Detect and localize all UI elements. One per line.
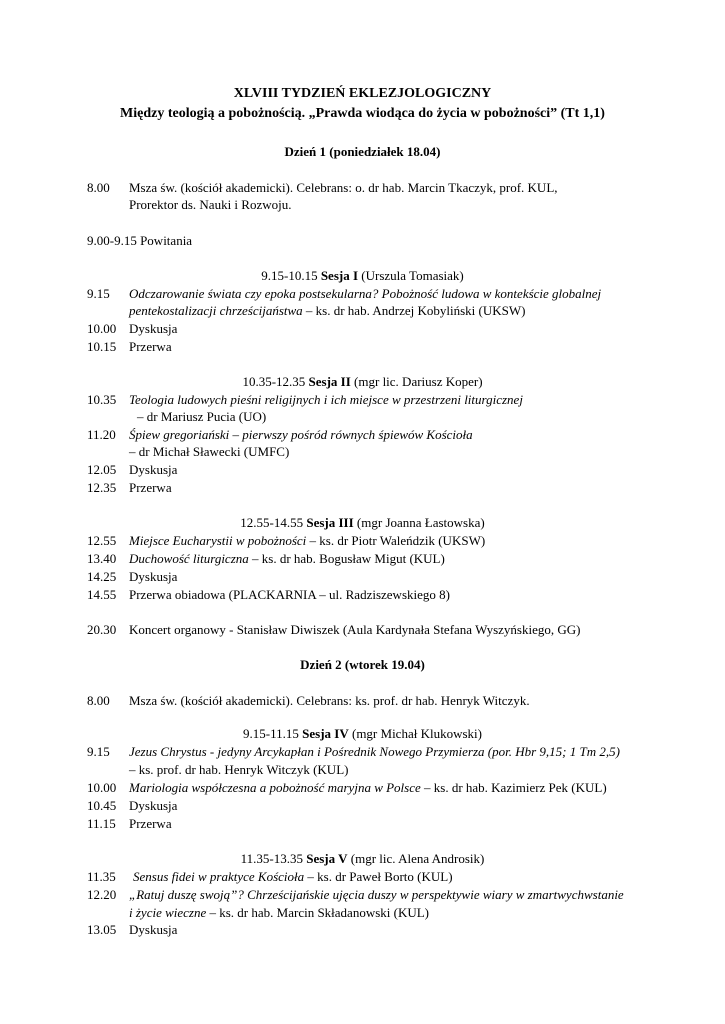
lecture-title: Jezus Chrystus - jedyny Arcykapłan i Pośrednik Nowego Przymierza (por. Hbr 9,15; 1 Tm 2,5) (129, 744, 620, 759)
discussion: Dyskusja (129, 462, 178, 477)
time: 12.20 (87, 887, 117, 902)
day1-heading: Dzień 1 (poniedziałek 18.04) (284, 144, 441, 159)
time: 9.15 (87, 286, 110, 301)
time: 11.20 (87, 427, 116, 442)
time: 13.05 (87, 922, 117, 937)
lecture-title: Śpiew gregoriański – pierwszy pośród równych śpiewów Kościoła (129, 427, 473, 442)
lunch-break: Przerwa obiadowa (PLACKARNIA – ul. Radziszewskiego 8) (129, 587, 450, 602)
welcome-line: 9.00-9.15 Powitania (87, 233, 193, 248)
time: 14.55 (87, 587, 117, 602)
mass-text: Msza św. (kościół akademicki). Celebrans: ks. prof. dr hab. Henryk Witczyk. (129, 693, 530, 708)
time: 11.35 (87, 869, 116, 884)
session-heading: 11.35-13.35 Sesja V (mgr lic. Alena Androsik) (240, 851, 485, 866)
day2-heading: Dzień 2 (wtorek 19.04) (300, 657, 425, 672)
time: 12.05 (87, 462, 117, 477)
lecture-title-cont: pentekostalizacji chrześcijaństwa – ks. dr hab. Andrzej Kobyliński (UKSW) (129, 303, 526, 318)
document-title: XLVIII TYDZIEŃ EKLEZJOLOGICZNY (233, 86, 492, 101)
time: 12.55 (87, 533, 117, 548)
lecture-title: „Ratuj duszę swoją”? Chrześcijańskie ujęcia duszy w perspektywie wiary w zmartwychwstanie (129, 887, 624, 902)
lecture-title: Teologia ludowych pieśni religijnych i ich miejsce w przestrzeni liturgicznej (129, 392, 523, 407)
time: 10.00 (87, 780, 117, 795)
document-subtitle: Między teologią a pobożnością. „Prawda wiodąca do życia w pobożności” (Tt 1,1) (120, 106, 605, 121)
break: Przerwa (129, 816, 172, 831)
discussion: Dyskusja (129, 922, 178, 937)
lecture-title: Miejsce Eucharystii w pobożności – ks. dr Piotr Waleńdzik (UKSW) (129, 533, 486, 548)
time: 10.45 (87, 798, 117, 813)
time: 20.30 (87, 622, 117, 637)
lecture-title-cont: i życie wieczne – ks. dr hab. Marcin Składanowski (KUL) (129, 905, 430, 920)
time: 13.40 (87, 551, 117, 566)
discussion: Dyskusja (129, 569, 178, 584)
lecture-title: Odczarowanie świata czy epoka postsekularna? Pobożność ludowa w kontekście globalnej (129, 286, 602, 301)
mass-text: Msza św. (kościół akademicki). Celebrans: o. dr hab. Marcin Tkaczyk, prof. KUL, (129, 180, 558, 195)
time: 9.15 (87, 744, 110, 759)
mass-text-cont: Prorektor ds. Nauki i Rozwoju. (129, 197, 292, 212)
discussion: Dyskusja (129, 798, 178, 813)
lecture-title: Duchowość liturgiczna – ks. dr hab. Bogusław Migut (KUL) (129, 551, 445, 566)
time: 8.00 (87, 693, 110, 708)
time: 12.35 (87, 480, 117, 495)
lecture-title: Mariologia współczesna a pobożność maryjna w Polsce – ks. dr hab. Kazimierz Pek (KUL) (129, 780, 607, 795)
session-heading: 12.55-14.55 Sesja III (mgr Joanna Łastowska) (240, 515, 485, 530)
discussion: Dyskusja (129, 321, 178, 336)
time: 10.35 (87, 392, 117, 407)
session-heading: 10.35-12.35 Sesja II (mgr lic. Dariusz Koper) (242, 374, 483, 389)
session-heading: 9.15-11.15 Sesja IV (mgr Michał Klukowski) (243, 726, 482, 741)
lecture-speaker: – dr Mariusz Pucia (UO) (137, 409, 267, 424)
lecture-title: Sensus fidei w praktyce Kościoła – ks. dr Paweł Borto (KUL) (133, 869, 453, 884)
time: 14.25 (87, 569, 117, 584)
time: 11.15 (87, 816, 116, 831)
lecture-speaker: – dr Michał Sławecki (UMFC) (129, 444, 290, 459)
lecture-speaker: – ks. prof. dr hab. Henryk Witczyk (KUL) (129, 762, 349, 777)
break: Przerwa (129, 339, 172, 354)
time: 10.00 (87, 321, 117, 336)
time: 10.15 (87, 339, 117, 354)
time: 8.00 (87, 180, 110, 195)
break: Przerwa (129, 480, 172, 495)
session-heading: 9.15-10.15 Sesja I (Urszula Tomasiak) (261, 268, 464, 283)
concert: Koncert organowy - Stanisław Diwiszek (Aula Kardynała Stefana Wyszyńskiego, GG) (129, 622, 581, 637)
